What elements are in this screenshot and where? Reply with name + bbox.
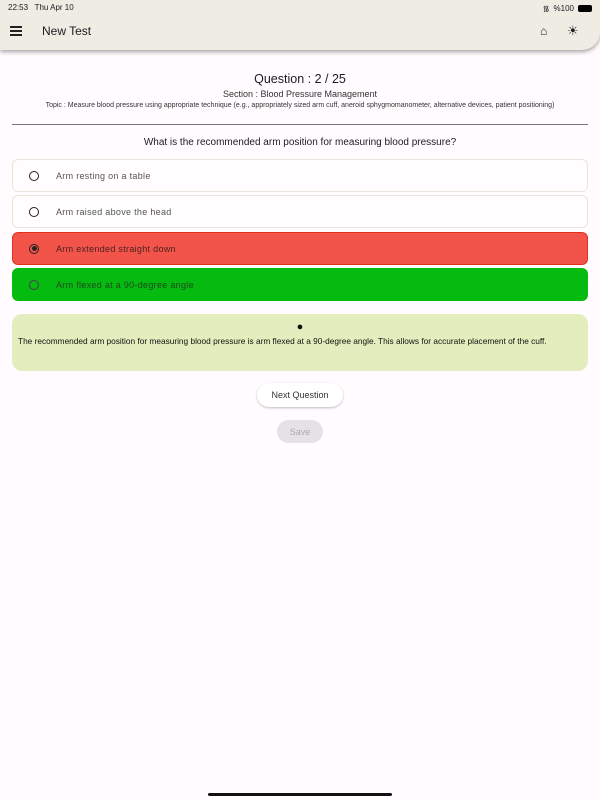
option-label: Arm extended straight down <box>56 243 176 254</box>
radio-button[interactable] <box>29 207 39 217</box>
menu-icon[interactable] <box>10 26 22 38</box>
theme-toggle-icon[interactable]: ☀ <box>567 23 579 38</box>
status-date: Thu Apr 10 <box>34 3 74 12</box>
radio-button[interactable] <box>29 280 39 290</box>
question-header <box>0 72 600 109</box>
explanation-text: The recommended arm position for measuring blood pressure is arm flexed at a 90-degree angle. This allows for accurate placement of the cuff. <box>18 336 547 346</box>
radio-button-selected[interactable] <box>29 244 39 254</box>
next-question-button[interactable]: Next Question <box>257 383 343 407</box>
answer-option-wrong[interactable] <box>12 232 588 265</box>
app-title: New Test <box>42 24 92 38</box>
home-indicator <box>208 793 392 796</box>
answer-option-correct[interactable] <box>12 268 588 301</box>
section-label: Section : Blood Pressure Management <box>222 89 378 99</box>
answer-option[interactable] <box>12 159 588 192</box>
question-counter: Question : 2 / 25 <box>254 72 346 86</box>
explanation-card <box>12 314 588 371</box>
status-bar <box>8 3 592 14</box>
radio-button[interactable] <box>29 171 39 181</box>
divider <box>12 124 588 125</box>
wifi-icon: ᯾ <box>542 4 550 13</box>
lightbulb-icon: ● <box>296 321 304 333</box>
option-label: Arm resting on a table <box>56 170 151 181</box>
battery-icon <box>578 5 592 12</box>
question-text: What is the recommended arm position for measuring blood pressure? <box>143 137 457 148</box>
app-bar <box>0 0 600 50</box>
battery-percent: %100 <box>553 4 574 13</box>
answer-option[interactable] <box>12 195 588 228</box>
home-icon[interactable]: ⌂ <box>540 24 548 38</box>
status-time: 22:53 <box>8 3 29 12</box>
topic-label: Topic : Measure blood pressure using appropriate technique (e.g., appropriately sized arm cuff, aneroid sphygmomanometer, alternative devices, patient positioning) <box>45 102 555 109</box>
save-button[interactable]: Save <box>277 420 323 443</box>
option-label: Arm raised above the head <box>56 206 172 217</box>
option-label: Arm flexed at a 90-degree angle <box>56 279 194 290</box>
